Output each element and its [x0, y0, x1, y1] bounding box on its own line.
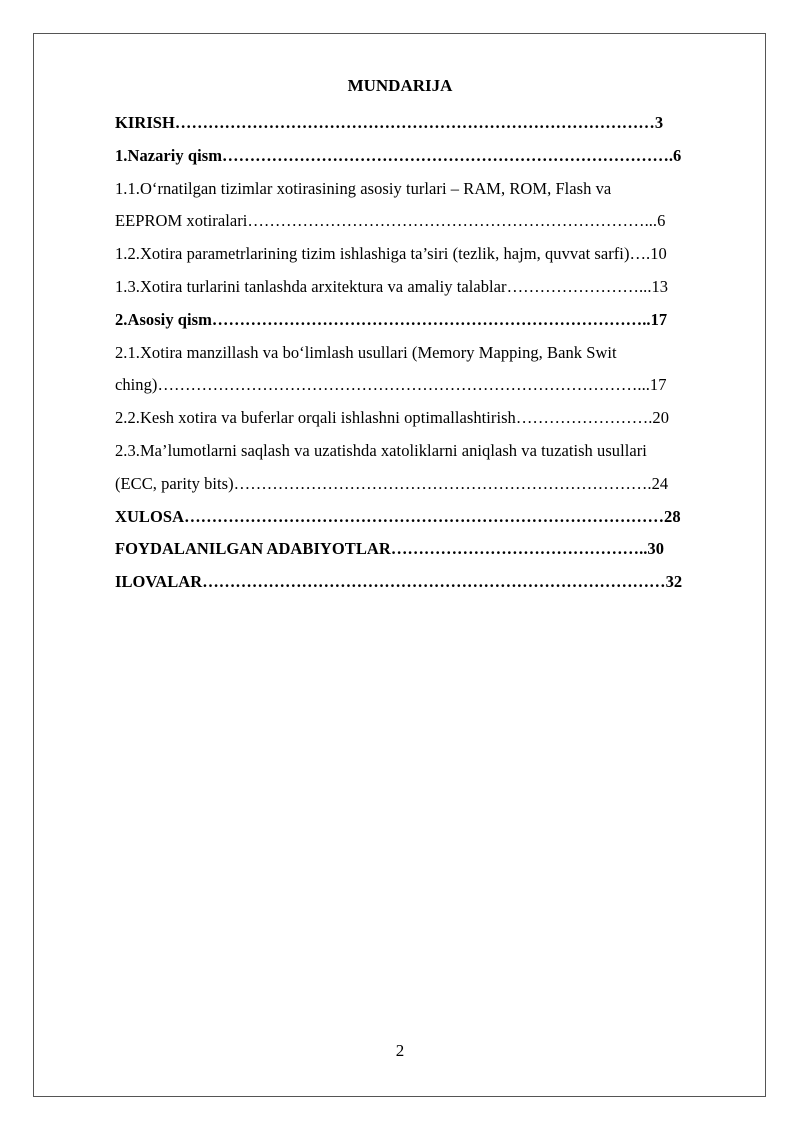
toc-entry-xulosa: XULOSA……………………………………………………………………………28	[115, 506, 681, 526]
document-title: MUNDARIJA	[347, 76, 453, 95]
toc-entry-1-1-line-2: EEPROM xotiralari………………………………………………………………...6	[115, 211, 666, 231]
toc-entry-1-3: 1.3.Xotira turlarini tanlashda arxitektura va amaliy talablar……………………...13	[115, 276, 669, 296]
toc-entry-2-3-line-2: (ECC, parity bits)………………………………………………………………….24	[115, 473, 669, 493]
toc-entry-nazariy-qism: 1.Nazariy qism……………………………………………………………………….6	[115, 145, 682, 165]
toc-entry-2-1-line-1: 2.1.Xotira manzillash va bo‘limlash usullari (Memory Mapping, Bank Swit	[115, 342, 617, 362]
page-number: 2	[395, 1041, 405, 1060]
toc-entry-adabiyotlar: FOYDALANILGAN ADABIYOTLAR………………………………………..30	[115, 539, 665, 559]
table-of-contents	[115, 107, 741, 599]
toc-entry-ilovalar: ILOVALAR…………………………………………………………………………32	[115, 572, 683, 592]
toc-entry-2-1-line-2: ching)……………………………………………………………………………...17	[115, 375, 667, 395]
toc-entry-2-2: 2.2.Kesh xotira va buferlar orqali ishlashni optimallashtirish…………………….20	[115, 408, 670, 428]
toc-entry-1-1-line-1: 1.1.O‘rnatilgan tizimlar xotirasining asosiy turlari – RAM, ROM, Flash va	[115, 178, 612, 198]
toc-entry-1-2: 1.2.Xotira parametrlarining tizim ishlashiga ta’siri (tezlik, hajm, quvvat sarfi)….10	[115, 244, 667, 264]
toc-entry-asosiy-qism: 2.Asosiy qism……………………………………………………………………..17	[115, 309, 668, 329]
toc-entry-2-3-line-1: 2.3.Ma’lumotlarni saqlash va uzatishda xatoliklarni aniqlash va tuzatish usullari	[115, 440, 647, 460]
toc-entry-kirish: KIRISH……………………………………………………………………………3	[115, 113, 664, 132]
